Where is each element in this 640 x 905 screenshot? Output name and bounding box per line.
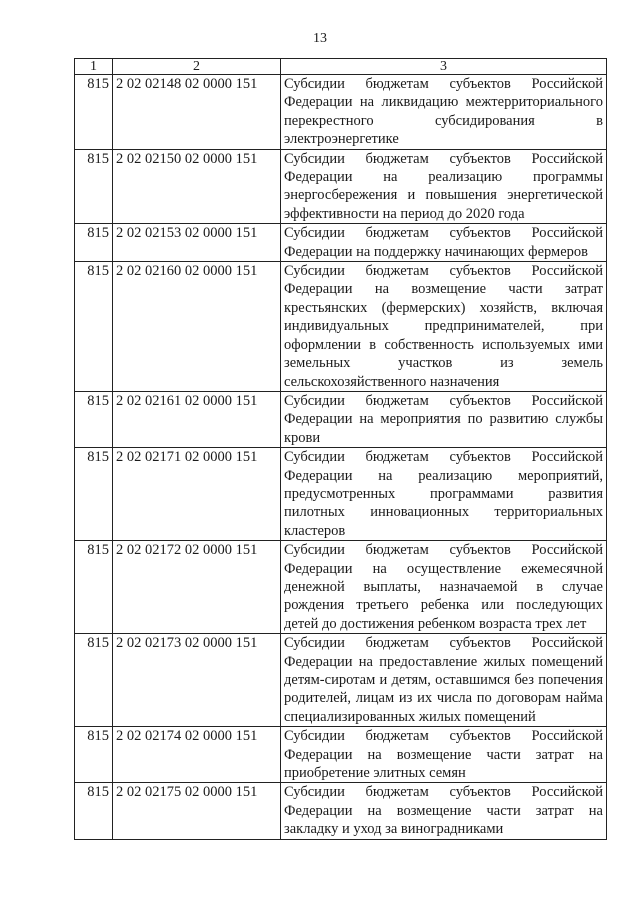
description-cell: Субсидии бюджетам субъектов Российской Федерации на поддержку начинающих фермеров bbox=[281, 224, 607, 262]
description-cell: Субсидии бюджетам субъектов Российской Федерации на возмещение части затрат на закладку и уход за виноградниками bbox=[281, 783, 607, 839]
revenue-code-cell: 2 02 02153 02 0000 151 bbox=[113, 224, 281, 262]
table-header-row bbox=[75, 59, 607, 75]
page-number: 13 bbox=[313, 31, 327, 46]
table-row bbox=[75, 448, 607, 541]
column-header-2: 2 bbox=[113, 59, 281, 75]
table-row bbox=[75, 75, 607, 150]
revenue-code-cell: 2 02 02171 02 0000 151 bbox=[113, 448, 281, 541]
admin-code-cell: 815 bbox=[75, 634, 113, 727]
revenue-code-cell: 2 02 02150 02 0000 151 bbox=[113, 149, 281, 224]
admin-code-cell: 815 bbox=[75, 75, 113, 150]
revenue-code-cell: 2 02 02161 02 0000 151 bbox=[113, 391, 281, 447]
column-header-1: 1 bbox=[75, 59, 113, 75]
admin-code-cell: 815 bbox=[75, 391, 113, 447]
admin-code-cell: 815 bbox=[75, 149, 113, 224]
revenue-code-cell: 2 02 02172 02 0000 151 bbox=[113, 541, 281, 634]
table-row bbox=[75, 783, 607, 839]
description-cell: Субсидии бюджетам субъектов Российской Федерации на предоставление жилых помещений детям-сиротам и детям, оставшимся без попечения родителей, лицам из их числа по договорам найма специализированных жилых помещений bbox=[281, 634, 607, 727]
table-row bbox=[75, 149, 607, 224]
table-row bbox=[75, 727, 607, 783]
description-cell: Субсидии бюджетам субъектов Российской Федерации на возмещение части затрат крестьянских (фермерских) хозяйств, включая индивидуальных предпринимателей, при оформлении в собственность используемых ими земельных участков из земель сельскохозяйственного назначения bbox=[281, 262, 607, 392]
revenue-code-cell: 2 02 02160 02 0000 151 bbox=[113, 262, 281, 392]
admin-code-cell: 815 bbox=[75, 448, 113, 541]
table-row bbox=[75, 391, 607, 447]
description-cell: Субсидии бюджетам субъектов Российской Федерации на осуществление ежемесячной денежной выплаты, назначаемой в случае рождения третьего ребенка или последующих детей до достижения ребенком возраста трех лет bbox=[281, 541, 607, 634]
description-cell: Субсидии бюджетам субъектов Российской Федерации на возмещение части затрат на приобретение элитных семян bbox=[281, 727, 607, 783]
column-header-3: 3 bbox=[281, 59, 607, 75]
table-row bbox=[75, 634, 607, 727]
table-row bbox=[75, 262, 607, 392]
description-cell: Субсидии бюджетам субъектов Российской Федерации на ликвидацию межтерриториального перекрестного субсидирования в электроэнергетике bbox=[281, 75, 607, 150]
admin-code-cell: 815 bbox=[75, 541, 113, 634]
table-row bbox=[75, 541, 607, 634]
description-cell: Субсидии бюджетам субъектов Российской Федерации на мероприятия по развитию службы крови bbox=[281, 391, 607, 447]
revenue-code-cell: 2 02 02148 02 0000 151 bbox=[113, 75, 281, 150]
revenue-code-cell: 2 02 02175 02 0000 151 bbox=[113, 783, 281, 839]
admin-code-cell: 815 bbox=[75, 262, 113, 392]
admin-code-cell: 815 bbox=[75, 783, 113, 839]
admin-code-cell: 815 bbox=[75, 727, 113, 783]
revenue-code-cell: 2 02 02174 02 0000 151 bbox=[113, 727, 281, 783]
table-row bbox=[75, 224, 607, 262]
revenue-code-cell: 2 02 02173 02 0000 151 bbox=[113, 634, 281, 727]
description-cell: Субсидии бюджетам субъектов Российской Федерации на реализацию мероприятий, предусмотренных программами развития пилотных инновационных территориальных кластеров bbox=[281, 448, 607, 541]
budget-classification-table bbox=[74, 58, 607, 840]
description-cell: Субсидии бюджетам субъектов Российской Федерации на реализацию программы энергосбережения и повышения энергетической эффективности на период до 2020 года bbox=[281, 149, 607, 224]
admin-code-cell: 815 bbox=[75, 224, 113, 262]
